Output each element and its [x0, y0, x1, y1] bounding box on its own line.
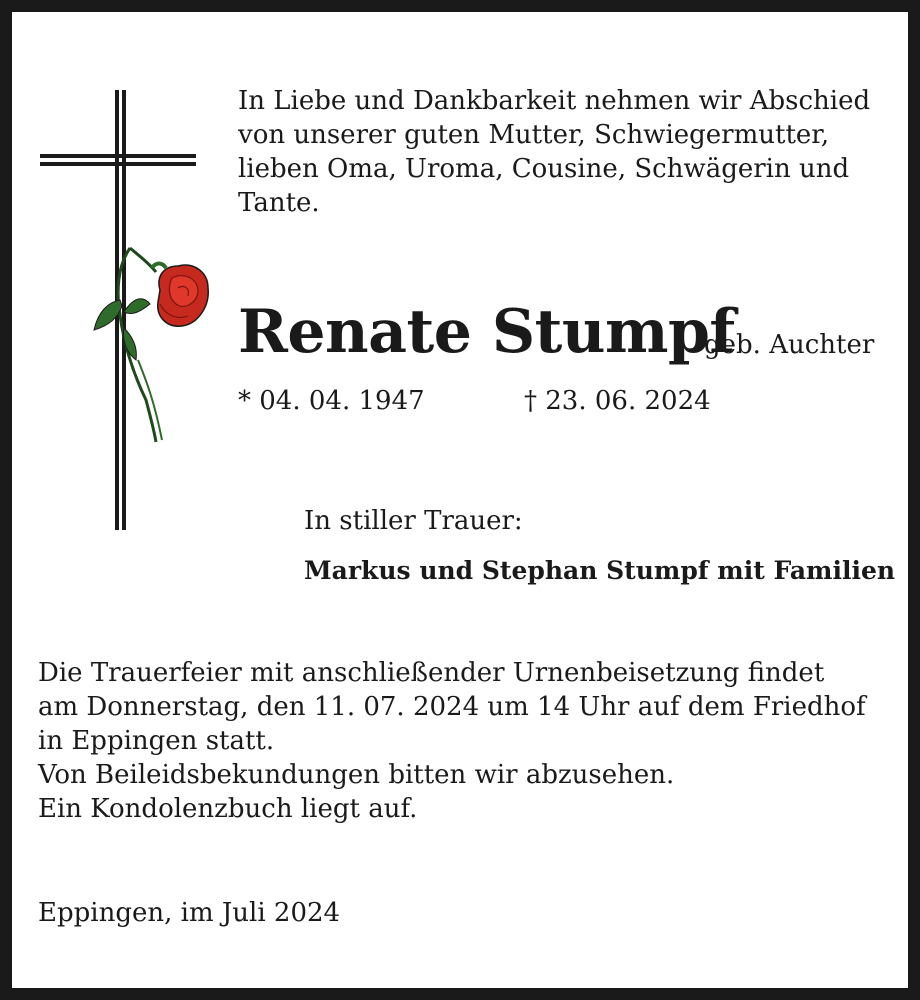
- rose-icon: [94, 248, 208, 442]
- cross-with-rose-illustration: [38, 90, 218, 550]
- mourning-label: In stiller Trauer:: [304, 506, 523, 536]
- funeral-service-text: Die Trauerfeier mit anschließender Urnenbeisetzung findet am Donnerstag, den 11. 07. 2024 um 14 Uhr auf dem Friedhof in Eppingen statt. Von Beileidsbekundungen bitten wir abzusehen. Ein Kondolenzbuch liegt auf.: [38, 658, 866, 824]
- obituary-card: [12, 12, 908, 988]
- birth-date: * 04. 04. 1947: [238, 386, 425, 416]
- farewell-intro-text: In Liebe und Dankbarkeit nehmen wir Abschied von unserer guten Mutter, Schwiegermutter, lieben Oma, Uroma, Cousine, Schwägerin und Tante.: [238, 86, 871, 218]
- maiden-name: geb. Auchter: [704, 330, 875, 360]
- place-and-date: Eppingen, im Juli 2024: [38, 898, 341, 928]
- death-date: † 23. 06. 2024: [524, 386, 711, 416]
- mourners-names: Markus und Stephan Stumpf mit Familien: [304, 556, 896, 585]
- deceased-name: Renate Stumpf: [238, 297, 735, 367]
